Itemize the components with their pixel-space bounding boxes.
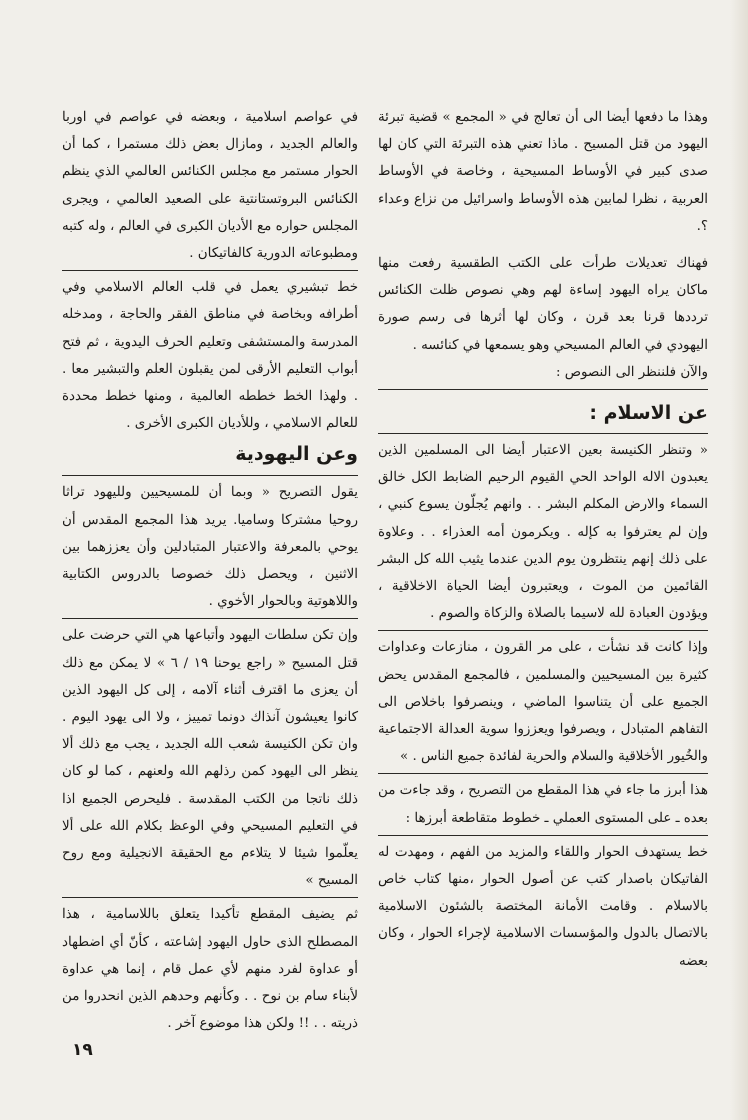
divider bbox=[62, 270, 358, 271]
paragraph: خط تبشيري يعمل في قلب العالم الاسلامي وفي أطرافه وبخاصة في مناطق الفقر والحاجة ، ومدخله المدرسة والمستشفى وتعليم الحرف اليدوية ، ثم فتح أبواب التعليم الأرقى لمن يقبلون العلم والتبشير معا . . ولهذا الخط خططه العالمية ، ومنها خطط محددة للعالم الاسلامي ، وللأديان الكبرى الأخرى . bbox=[62, 280, 358, 432]
paragraph: وهذا ما دفعها أيضا الى أن تعالج في « المجمع » قضية تبرئة اليهود من قتل المسيح . ماذا تعني هذه التبرئة التي كان لها صدى كبير في الأوساط المسيحية ، وخاصة في الأوساط العربية ، نظرا لمابين هذه الأوساط واسرائيل من نزاع وعداء ؟. bbox=[378, 110, 708, 234]
left-column bbox=[62, 104, 358, 1038]
divider bbox=[378, 835, 708, 836]
section-heading-islam: عن الاسلام : bbox=[589, 402, 708, 425]
quote-paragraph: وإن تكن سلطات اليهود وأتباعها هي التي حرضت على قتل المسيح « راجع يوحنا ١٩ / ٦ » لا يمكن مع ذلك أن يعزى ما اقترف أثناء آلامه ، إلى كل اليهود الذين كانوا يعيشون آنذاك دونما تمييز ، ولا الى يهود اليوم . وان تكن الكنيسة شعب الله الجديد ، يجب مع ذلك ألا ينظر الى اليهود كمن رذلهم الله ولعنهم ، كما لو كان ذلك ناتجا من الكتب المقدسة . فليحرص الجميع اذا في التعليم المسيحي وفي الوعظ بكلام الله على ألا يعلّموا شيئا لا يتلاءم مع الحقيقة الانجيلية ومع روح المسيح » bbox=[62, 628, 358, 889]
divider bbox=[378, 630, 708, 631]
paragraph: هذا أبرز ما جاء في هذا المقطع من التصريح ، وقد جاءت من بعده ـ على المستوى العملي ـ خطوط متقاطعة أبرزها : bbox=[378, 783, 708, 826]
divider bbox=[62, 618, 358, 619]
quote-paragraph: يقول التصريح « وبما أن للمسيحيين ولليهود تراثا روحيا مشتركا وساميا. يريد هذا المجمع المقدس أن يوحي بالمعرفة والاعتبار المتبادلين وأن يعززهما بين الاثنين ، ويحصل ذلك خصوصا بالدروس الكتابية واللاهوتية وبالحوار الأخوي . bbox=[62, 485, 358, 610]
paragraph: ثم يضيف المقطع تأكيدا يتعلق باللاسامية ، هذا المصطلح الذى حاول اليهود إشاعته ، كأنّ أي اضطهاد أو عداوة لفرد منهم لأي عمل قام ، إنما هي عداوة لأبناء سام بن نوح . . وكأنهم وحدهم الذين انحدروا من ذريته . . !! ولكن هذا موضوع آخر . bbox=[62, 907, 358, 1032]
paragraph: والآن فلننظر الى النصوص : bbox=[555, 364, 708, 380]
divider bbox=[62, 475, 358, 476]
quote-paragraph: « وتنظر الكنيسة بعين الاعتبار أيضا الى المسلمين الذين يعبدون الاله الواحد الحي القيوم الرحيم الضابط الكل خالق السماء والارض المكلم البشر . . وانهم يُجلّون يسوع كنبي ، وإن لم يعترفوا به كإله . ويكرمون أمه العذراء . . وعلاوة على ذلك إنهم ينتظرون يوم الدين عندما يثيب الله كل البشر القائمين من الموت ، ويعتبرون أيضا الحياة الاخلاقية ، ويؤدون العبادة لله لاسيما بالصلاة والزكاة والصوم . bbox=[378, 443, 708, 622]
paragraph: خط يستهدف الحوار واللقاء والمزيد من الفهم ، ومهدت له الفاتيكان باصدار كتب عن أصول الحوار ،منها كتاب خاص بالاسلام . وقامت الأمانة المختصة بالشئون الاسلامية بالاتصال بالدول والمؤسسات الاسلامية لإجراء الحوار ، وكان بعضه bbox=[378, 844, 708, 969]
divider bbox=[378, 433, 708, 434]
paragraph: فهناك تعديلات طرأت على الكتب الطقسية رفعت منها ماكان يراه اليهود إساءة لهم وهي نصوص ظلت الكنائس ترددها قرنا بعد قرن ، وكان لها أثرها فى رسم صورة اليهودي في العالم المسيحي وهو يسمعها في كنائسه . bbox=[378, 256, 708, 353]
page-edge-shadow bbox=[730, 0, 748, 1120]
paragraph: في عواصم اسلامية ، وبعضه في عواصم في اوربا والعالم الجديد ، ومازال بعض ذلك مستمرا ، كما أن الحوار مستمر مع مجلس الكنائس العالمي الذي ينظم الكنائس البروتستانتية على الصعيد العالمي ، ويجرى المجلس حواره مع الأديان الكبرى في العالم ، وله كتبه ومطبوعاته الدورية كالفاتيكان . bbox=[62, 110, 358, 262]
right-column bbox=[378, 104, 708, 975]
divider bbox=[378, 389, 708, 390]
page-number: ١٩ bbox=[72, 1040, 93, 1060]
divider bbox=[378, 773, 708, 774]
divider bbox=[62, 897, 358, 898]
quote-paragraph: وإذا كانت قد نشأت ، على مر القرون ، منازعات وعداوات كثيرة بين المسيحيين والمسلمين ، فالمجمع المقدس يحض الجميع على أن يتناسوا الماضي ، وينصرفوا باخلاص الى التفاهم المتبادل ، ويصرفوا ويعززوا سوية العدالة الاجتماعية والخُيور الأخلاقية والسلام والحرية لفائدة جميع الناس . » bbox=[378, 640, 708, 765]
section-heading-judaism: وعن اليهودية bbox=[235, 443, 358, 466]
